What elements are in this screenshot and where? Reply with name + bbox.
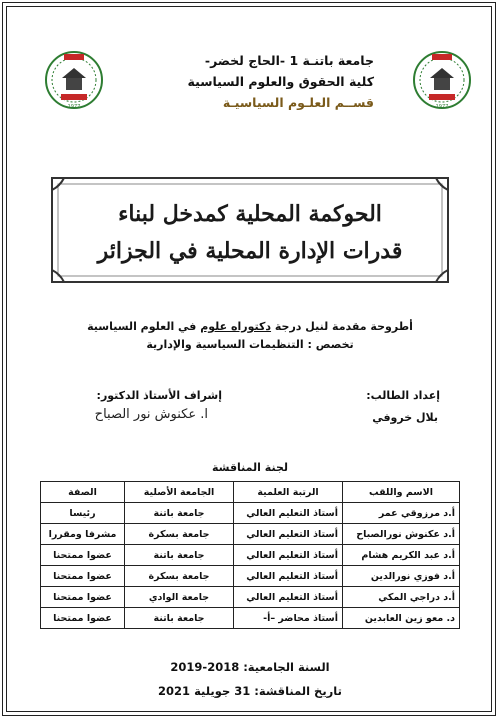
member-name: أ.د دراجي المكي (343, 587, 460, 608)
thesis-info (60, 318, 440, 354)
header-rank: الرتبة العلمية (234, 482, 343, 503)
member-role: عضوا ممتحنا (41, 545, 125, 566)
member-university: جامعة باتنة (125, 503, 234, 524)
defense-date: تاريخ المناقشة: 31 جويلية 2021 (158, 684, 342, 698)
member-name: أ.د فوزي نورالدين (343, 566, 460, 587)
department-name: قســم العلـوم السياسيـة (222, 95, 374, 110)
thesis-title (50, 196, 450, 270)
academic-year: السنة الجامعية: 2018-2019 (170, 660, 330, 674)
member-role: رئيسا (41, 503, 125, 524)
header-university: الجامعة الأصلية (125, 482, 234, 503)
member-rank: أستاذ التعليم العالي (234, 566, 343, 587)
member-role: عضوا ممتحنا (41, 608, 125, 629)
institution-header (124, 50, 374, 113)
member-name: أ.د مرزوقي عمر (343, 503, 460, 524)
member-role: عضوا ممتحنا (41, 587, 125, 608)
member-role: مشرفا ومقررا (41, 524, 125, 545)
table-row (41, 545, 460, 566)
title-line-2: قدرات الإدارة المحلية في الجزائر (97, 238, 403, 264)
committee-title: لجنة المناقشة (211, 461, 288, 474)
member-university: جامعة بسكرة (125, 566, 234, 587)
header-name: الاسم واللقب (343, 482, 460, 503)
table-row (41, 608, 460, 629)
thesis-degree-line (60, 318, 440, 336)
svg-text:1977: 1977 (435, 104, 449, 110)
supervisor-name: ا. عكنوش نور الصباح (94, 407, 208, 422)
member-rank: أستاذ التعليم العالي (234, 503, 343, 524)
supervisor-label: إشراف الأستاذ الدكتور: (96, 389, 222, 402)
faculty-name: كلية الحقوق والعلوم السياسية (187, 74, 374, 89)
table-row (41, 524, 460, 545)
svg-text:1977: 1977 (67, 104, 81, 110)
degree-suffix: في العلوم السياسية (87, 320, 201, 333)
student-label: إعداد الطالب: (366, 389, 440, 402)
member-university: جامعة الوادي (125, 587, 234, 608)
table-row (41, 503, 460, 524)
university-logo-left (44, 48, 104, 112)
student-name: بلال خروفي (372, 411, 438, 424)
committee-header-row (41, 482, 460, 503)
member-rank: أستاذ التعليم العالي (234, 545, 343, 566)
committee-table (40, 481, 460, 629)
title-line-1: الحوكمة المحلية كمدخل لبناء (118, 201, 382, 227)
member-name: د. معو زين العابدين (343, 608, 460, 629)
university-name: جامعة باتنـة 1 -الحاج لخضر- (204, 53, 374, 68)
member-rank: أستاذ التعليم العالي (234, 524, 343, 545)
thesis-title-box (50, 176, 450, 284)
member-rank: أستاذ محاضر –أ- (234, 608, 343, 629)
table-row (41, 587, 460, 608)
member-name: أ.د عكنوش نورالصباح (343, 524, 460, 545)
degree-highlight: دكتوراه علوم (200, 320, 272, 333)
member-rank: أستاذ التعليم العالي (234, 587, 343, 608)
table-row (41, 566, 460, 587)
member-university: جامعة باتنة (125, 608, 234, 629)
university-logo-right (412, 48, 472, 112)
member-name: أ.د عبد الكريم هشام (343, 545, 460, 566)
member-university: جامعة باتنة (125, 545, 234, 566)
header-role: الصفة (41, 482, 125, 503)
specialization-line: تخصص : التنظيمات السياسية والإدارية (146, 338, 354, 351)
member-university: جامعة بسكرة (125, 524, 234, 545)
degree-prefix: أطروحة مقدمة لنيل درجة (271, 320, 413, 333)
member-role: عضوا ممتحنا (41, 566, 125, 587)
